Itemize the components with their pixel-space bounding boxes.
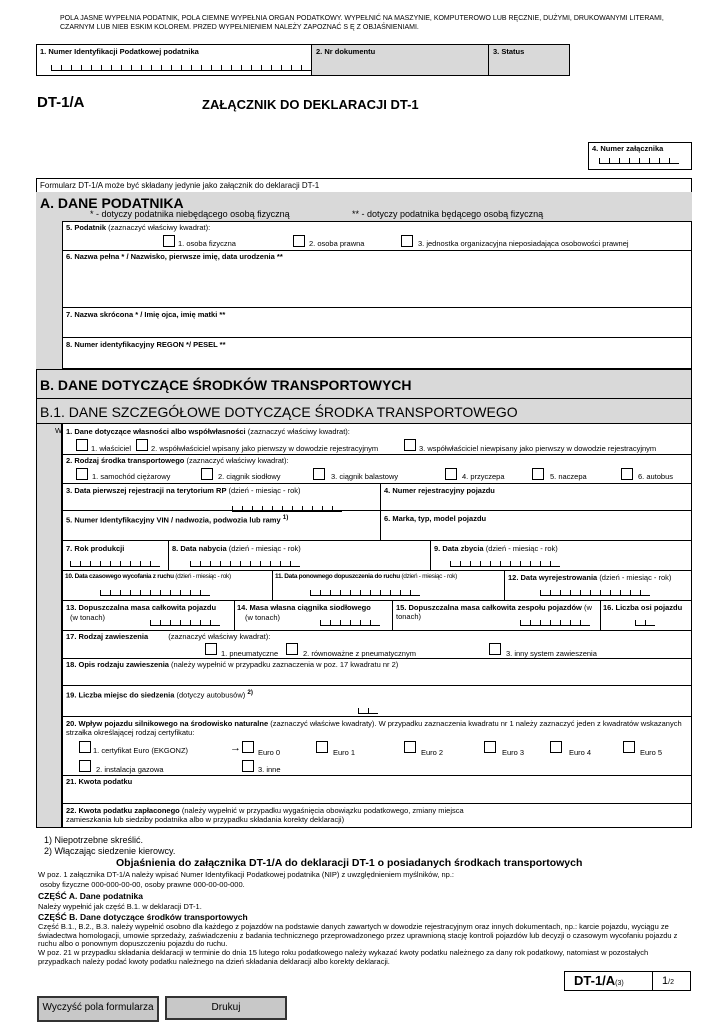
b-f18-label: [66, 660, 398, 669]
b-f20-hint: (zaznaczyć właściwe kwadraty). W przypadku zaznaczenia kwadratu nr 1 należy zaznaczyć jeden z kwadratów wskazanych strzałka określającej rodzaj certyfikatu:: [66, 719, 682, 737]
b-f22-hint: (należy wypełnić w przypadku wygaśnięcia obowiązku podatkowego, zmiany miejsca zamieszkania lub siedziby podatnika albo w przypadku składania korekty deklaracji): [66, 806, 464, 824]
footer-page-num: 1: [662, 975, 669, 987]
w-label: W: [55, 426, 63, 435]
b-f14-slots[interactable]: [320, 620, 380, 626]
f6-input[interactable]: [63, 262, 691, 306]
b-f9-label: [434, 544, 558, 553]
b-f17-checkbox-1[interactable]: [205, 643, 217, 655]
divider: [234, 600, 235, 630]
b-f2-opt5: 5. naczepa: [550, 472, 587, 481]
b-f20-label: [66, 719, 686, 737]
b-f13-unit: (w tonach): [70, 613, 106, 622]
b-f14-label: 14. Masa własna ciągnika siodłowego: [237, 603, 371, 612]
divider: [62, 454, 692, 455]
b-f2-opt2: 2. ciągnik siodłowy: [218, 472, 281, 481]
status-label: 3. Status: [493, 47, 525, 56]
b-f20-euro0: Euro 0: [258, 748, 281, 757]
b-f3-label-text: 3. Data pierwszej rejestracji na terytorium RP: [66, 486, 227, 495]
b-f20-checkbox-1[interactable]: [79, 741, 91, 753]
b-f2-checkbox-3[interactable]: [313, 468, 325, 480]
explanations-heading-a: CZĘŚĆ A. Dane podatnika: [38, 891, 144, 901]
explanations-p1: W poz. 1 załącznika DT-1/A należy wpisać Numer Identyfikacji Podatkowej podatnika (NIP) z uwzględnieniem myślników, np.:: [38, 870, 455, 879]
b-f16-label: 16. Liczba osi pojazdu: [603, 603, 683, 612]
b-f19-sup: 2): [247, 689, 253, 696]
header-notice: POLA JASNE WYPEŁNIA PODATNIK, POLA CIEMNE WYPEŁNIA ORGAN PODATKOWY. WYPEŁNIĆ NA MASZYNIE, KOMPUTEROWO LUB RĘCZNIE, DUŻYMI, DRUKOWANYMI LITERAMI, CZARNYM LUB NIEB ESKIM KOLOREM. PRZED WYPEŁNIENIEM NALEŻY ZAPOZNAĆ S Ę Z OBJAŚNIENIAMI.: [60, 15, 664, 31]
b-f5-label: [66, 514, 288, 525]
footer-code-text: DT-1/A: [574, 973, 616, 988]
explanations-title: Objaśnienia do załącznika DT-1/A do deklaracji DT-1 o posiadanych środkach transportowych: [116, 857, 583, 869]
divider: [430, 540, 431, 570]
explanations-pc: W poz. 21 w przypadku składania deklaracji w terminie do dnia 15 lutego roku podatkowego należy wykazać kwoty podatku należnego za dany rok podatkowy, natomiast w pozostałych przypadkach należy podać kwoty podatku należnego na dzień składania deklaracji albo korekty deklaracji.: [38, 948, 649, 966]
b-f4-input[interactable]: [382, 496, 690, 509]
b-f17-opt2: 2. równoważne z pneumatycznym: [303, 649, 416, 658]
b-f19-label: [66, 689, 253, 700]
intro-text: Formularz DT-1/A może być składany jedynie jako załącznik do deklaracji DT-1: [40, 181, 320, 190]
b-f5-sup: 1): [282, 514, 289, 521]
b-f17-opt1: 1. pneumatyczne: [221, 649, 279, 658]
b-f9-hint: (dzień - miesiąc - rok): [485, 544, 558, 553]
b-f2-opt4: 4. przyczepa: [462, 472, 505, 481]
f8-input[interactable]: [63, 350, 691, 368]
doc-number-label: 2. Nr dokumentu: [316, 47, 376, 56]
b-f2-checkbox-6[interactable]: [621, 468, 633, 480]
b-f22-label-text: 22. Kwota podatku zapłaconego: [66, 806, 180, 815]
b-f6-input[interactable]: [382, 525, 690, 539]
footnote-2: 2) Włączając siedzenie kierowcy.: [44, 846, 176, 856]
b-f20-label-text: 20. Wpływ pojazdu silnikowego na środowisko naturalne: [66, 719, 269, 728]
b-f6-label: 6. Marka, typ, model pojazdu: [384, 514, 487, 523]
b-f11-hint: (dzień - miesiąc - rok): [401, 573, 457, 580]
b-f1-opt1: 1. właściciel: [91, 444, 132, 453]
b-f20-euro0-checkbox[interactable]: [242, 741, 254, 753]
b-f20-euro4: Euro 4: [569, 748, 592, 757]
f5-opt1: 1. osoba fizyczna: [178, 239, 236, 248]
divider: [504, 570, 505, 600]
divider: [272, 570, 273, 600]
b-f15-label-text: 15. Dopuszczalna masa całkowita zespołu pojazdów: [396, 603, 582, 612]
b-f1-checkbox-3[interactable]: [404, 439, 416, 451]
b-f1-label-text: 1. Dane dotyczące własności albo współwłasności: [66, 427, 246, 436]
b-f14-unit: (w tonach): [245, 613, 281, 622]
b-f20-euro1-checkbox[interactable]: [316, 741, 328, 753]
explanations-pa: Należy wypełnić jak część B.1. w deklaracji DT-1.: [38, 902, 202, 911]
b-f1-checkbox-2[interactable]: [136, 439, 148, 451]
b-f2-label: [66, 456, 289, 465]
b-f12-label-text: 12. Data wyrejestrowania: [508, 573, 598, 582]
f5-opt3: 3. jednostka organizacyjna nieposiadająca osobowości prawnej: [418, 239, 629, 248]
divider: [62, 716, 692, 717]
b-f2-opt1: 1. samochód ciężarowy: [92, 472, 171, 481]
divider: [380, 510, 381, 540]
divider: [62, 685, 692, 686]
b-f8-label-text: 8. Data nabycia: [172, 544, 227, 553]
b-f2-opt3: 3. ciągnik balastowy: [331, 472, 399, 481]
divider: [62, 600, 692, 601]
b-f11-label: [275, 573, 457, 580]
b-f16-slots[interactable]: [635, 620, 655, 626]
b-f18-hint: (należy wypełnić w przypadku zaznaczenia w poz. 17 kwadratu nr 2): [171, 660, 399, 669]
b-f20-euro1: Euro 1: [333, 748, 356, 757]
b-f5-label-text: 5. Numer Identyfikacyjny VIN / nadwozia, podwozia lub ramy: [66, 515, 281, 525]
footer-page: [662, 975, 674, 987]
clear-form-button[interactable]: Wyczyść pola formularza: [37, 996, 159, 1022]
footer-page-total: /2: [668, 979, 674, 986]
section-b1-title: B.1. DANE SZCZEGÓŁOWE DOTYCZĄCE ŚRODKA TRANSPORTOWEGO: [40, 404, 518, 420]
explanations-heading-b: CZĘŚĆ B. Dane dotyczące środków transportowych: [38, 912, 248, 922]
b-f17-checkbox-2[interactable]: [286, 643, 298, 655]
doc-number-field: [311, 44, 489, 76]
attachment-number-field[interactable]: [588, 142, 692, 170]
divider: [62, 658, 692, 659]
b-f18-label-text: 18. Opis rodzaju zawieszenia: [66, 660, 169, 669]
f5-hint: (zaznaczyć właściwy kwadrat):: [108, 223, 211, 232]
f8-label: 8. Numer identyfikacyjny REGON */ PESEL **: [66, 340, 226, 349]
b-f10-hint: (dzień - miesiąc - rok): [175, 573, 231, 580]
b-f11-slots[interactable]: [310, 590, 420, 596]
f5-checkbox-3[interactable]: [401, 235, 413, 247]
b-f20-opt1: 1. certyfikat Euro (EKGONZ): [93, 746, 189, 755]
divider: [62, 250, 692, 251]
b-f21-label: 21. Kwota podatku: [66, 777, 133, 786]
divider: [168, 540, 169, 570]
b-f4-label: 4. Numer rejestracyjny pojazdu: [384, 486, 495, 495]
divider: [62, 630, 692, 631]
b-f1-checkbox-1[interactable]: [76, 439, 88, 451]
b-f9-label-text: 9. Data zbycia: [434, 544, 484, 553]
divider: [62, 307, 692, 308]
b-f2-checkbox-4[interactable]: [445, 468, 457, 480]
b-f8-label: [172, 544, 301, 553]
status-field: [488, 44, 570, 76]
b-f2-checkbox-5[interactable]: [532, 468, 544, 480]
explanations-pb: Część B.1., B.2., B.3. należy wypełnić osobno dla każdego z pojazdów na podstawie danych zawartych w dowodzie rejestracyjnym oraz innych dokumentach, np.: karcie pojazdu, wyciągu ze świadectwa homologacji, umowie sprzedaży, zaświadczeniu z badania technicznego przeprowadzonego przez uprawnioną stację kontroli pojazdów lub decyzji o czasowym wycofaniu pojazdu z ruchu albo o ponownym dopuszczeniu pojazdu do ruchu.: [38, 922, 678, 948]
f5-opt2: 2. osoba prawna: [309, 239, 365, 248]
b-f17-hint: (zaznaczyć właściwy kwadrat):: [168, 632, 271, 641]
b-f1-label: [66, 427, 350, 436]
b-f20-opt3: 3. inne: [258, 765, 281, 774]
f5-checkbox-2[interactable]: [293, 235, 305, 247]
divider: [600, 600, 601, 630]
b-f10-label: [65, 573, 231, 580]
b-f19-label-text: 19. Liczba miejsc do siedzenia: [66, 690, 175, 700]
print-button[interactable]: Drukuj: [165, 996, 287, 1020]
page-title: ZAŁĄCZNIK DO DEKLARACJI DT-1: [202, 97, 419, 112]
divider: [62, 483, 692, 484]
b-f3-slots[interactable]: [232, 506, 342, 512]
b-f19-slots[interactable]: [358, 708, 378, 714]
b-f3-label: [66, 486, 301, 495]
explanations-p1b: osoby fizyczne 000-000-00-00, osoby prawne 000-00-00-000.: [40, 880, 245, 889]
b-f1-opt2: 2. współwłaściciel wpisany jako pierwszy w dowodzie rejestracyjnym: [151, 444, 379, 453]
b-f22-label: [66, 806, 486, 824]
b-f12-hint: (dzień - miesiąc - rok): [599, 573, 672, 582]
divider: [380, 483, 381, 510]
f7-label: 7. Nazwa skrócona * / Imię ojca, imię matki **: [66, 310, 226, 319]
b-f17-checkbox-3[interactable]: [489, 643, 501, 655]
divider: [392, 600, 393, 630]
b-f10-slots[interactable]: [100, 590, 210, 596]
nip-label: 1. Numer Identyfikacji Podatkowej podatnika: [40, 47, 199, 56]
section-b-side: [36, 423, 62, 828]
footer-code-sup: (3): [615, 980, 624, 987]
footer-code: [574, 973, 624, 988]
attachment-number-slots: [599, 158, 679, 164]
b-f20-euro4-checkbox[interactable]: [550, 741, 562, 753]
b-f17-label-text: 17. Rodzaj zawieszenia: [66, 632, 149, 641]
arrow-right-icon: →: [230, 742, 241, 754]
f5-label: [66, 223, 210, 232]
f6-label: 6. Nazwa pełna * / Nazwisko, pierwsze imię, data urodzenia **: [66, 252, 283, 261]
b-f13-slots[interactable]: [150, 620, 220, 626]
b-f2-checkbox-2[interactable]: [201, 468, 213, 480]
b-f20-euro2: Euro 2: [421, 748, 444, 757]
f7-input[interactable]: [63, 320, 691, 336]
b-f20-checkbox-3[interactable]: [242, 760, 254, 772]
form-code: DT-1/A: [37, 94, 85, 111]
b-f20-euro3: Euro 3: [502, 748, 525, 757]
b-f8-hint: (dzień - miesiąc - rok): [228, 544, 301, 553]
b-f20-checkbox-2[interactable]: [79, 760, 91, 772]
b-f19-hint: (dotyczy autobusów): [176, 690, 246, 700]
b-f2-opt6: 6. autobus: [638, 472, 674, 481]
b-f17-opt3: 3. inny system zawieszenia: [506, 649, 597, 658]
b-f17-label: [66, 632, 270, 641]
b-f7-label: 7. Rok produkcji: [66, 544, 125, 553]
b-f1-hint: (zaznaczyć właściwy kwadrat):: [247, 427, 350, 436]
section-b-title: B. DANE DOTYCZĄCE ŚRODKÓW TRANSPORTOWYCH: [40, 377, 412, 393]
nip-field[interactable]: [36, 44, 312, 76]
b-f20-opt2: 2. instalacja gazowa: [96, 765, 164, 774]
b-f12-slots[interactable]: [540, 590, 650, 596]
divider: [62, 570, 692, 571]
b-f1-opt3: 3. współwłaściciel niewpisany jako pierwszy w dowodzie rejestracyjnym: [419, 444, 657, 453]
b-f7-slots[interactable]: [70, 561, 160, 567]
section-a-title: A. DANE PODATNIKA: [40, 195, 184, 211]
b-f15-label: [396, 603, 596, 621]
divider: [62, 337, 692, 338]
b-f2-checkbox-1[interactable]: [76, 468, 88, 480]
b-f15-unit: (w tonach): [396, 603, 592, 621]
f5-checkbox-1[interactable]: [163, 235, 175, 247]
divider: [62, 540, 692, 541]
footnote-1: 1) Niepotrzebne skreślić.: [44, 835, 144, 845]
b-f2-label-text: 2. Rodzaj środka transportowego: [66, 456, 185, 465]
b-f10-label-text: 10. Data czasowego wycofania z ruchu: [65, 573, 174, 580]
divider: [62, 775, 692, 776]
b-f20-euro5-checkbox[interactable]: [623, 741, 635, 753]
f5-label-text: 5. Podatnik: [66, 223, 107, 232]
b-f5-input[interactable]: [63, 525, 379, 539]
b-f11-label-text: 11. Data ponownego dopuszczenia do ruchu: [275, 573, 400, 580]
section-a-note2: ** - dotyczy podatnika będącego osobą fizyczną: [352, 209, 544, 219]
b-f18-input[interactable]: [63, 670, 691, 684]
b-f12-label: [508, 573, 671, 582]
b-f20-euro3-checkbox[interactable]: [484, 741, 496, 753]
section-a-note1: * - dotyczy podatnika niebędącego osobą fizyczną: [90, 209, 290, 219]
b-f21-input[interactable]: [63, 787, 691, 802]
b-f13-label: 13. Dopuszczalna masa całkowita pojazdu: [66, 603, 217, 612]
b-f20-euro2-checkbox[interactable]: [404, 741, 416, 753]
b-f20-euro5: Euro 5: [640, 748, 663, 757]
divider: [652, 971, 653, 991]
b-f15-slots[interactable]: [520, 620, 590, 626]
b-f3-hint: (dzień - miesiąc - rok): [228, 486, 301, 495]
b-f2-hint: (zaznaczyć właściwy kwadrat):: [186, 456, 289, 465]
divider: [62, 803, 692, 804]
attachment-number-label: 4. Numer załącznika: [592, 144, 664, 153]
nip-slots: [51, 65, 321, 71]
divider: [62, 510, 692, 511]
b-f8-slots[interactable]: [190, 561, 300, 567]
b-f9-slots[interactable]: [450, 561, 560, 567]
